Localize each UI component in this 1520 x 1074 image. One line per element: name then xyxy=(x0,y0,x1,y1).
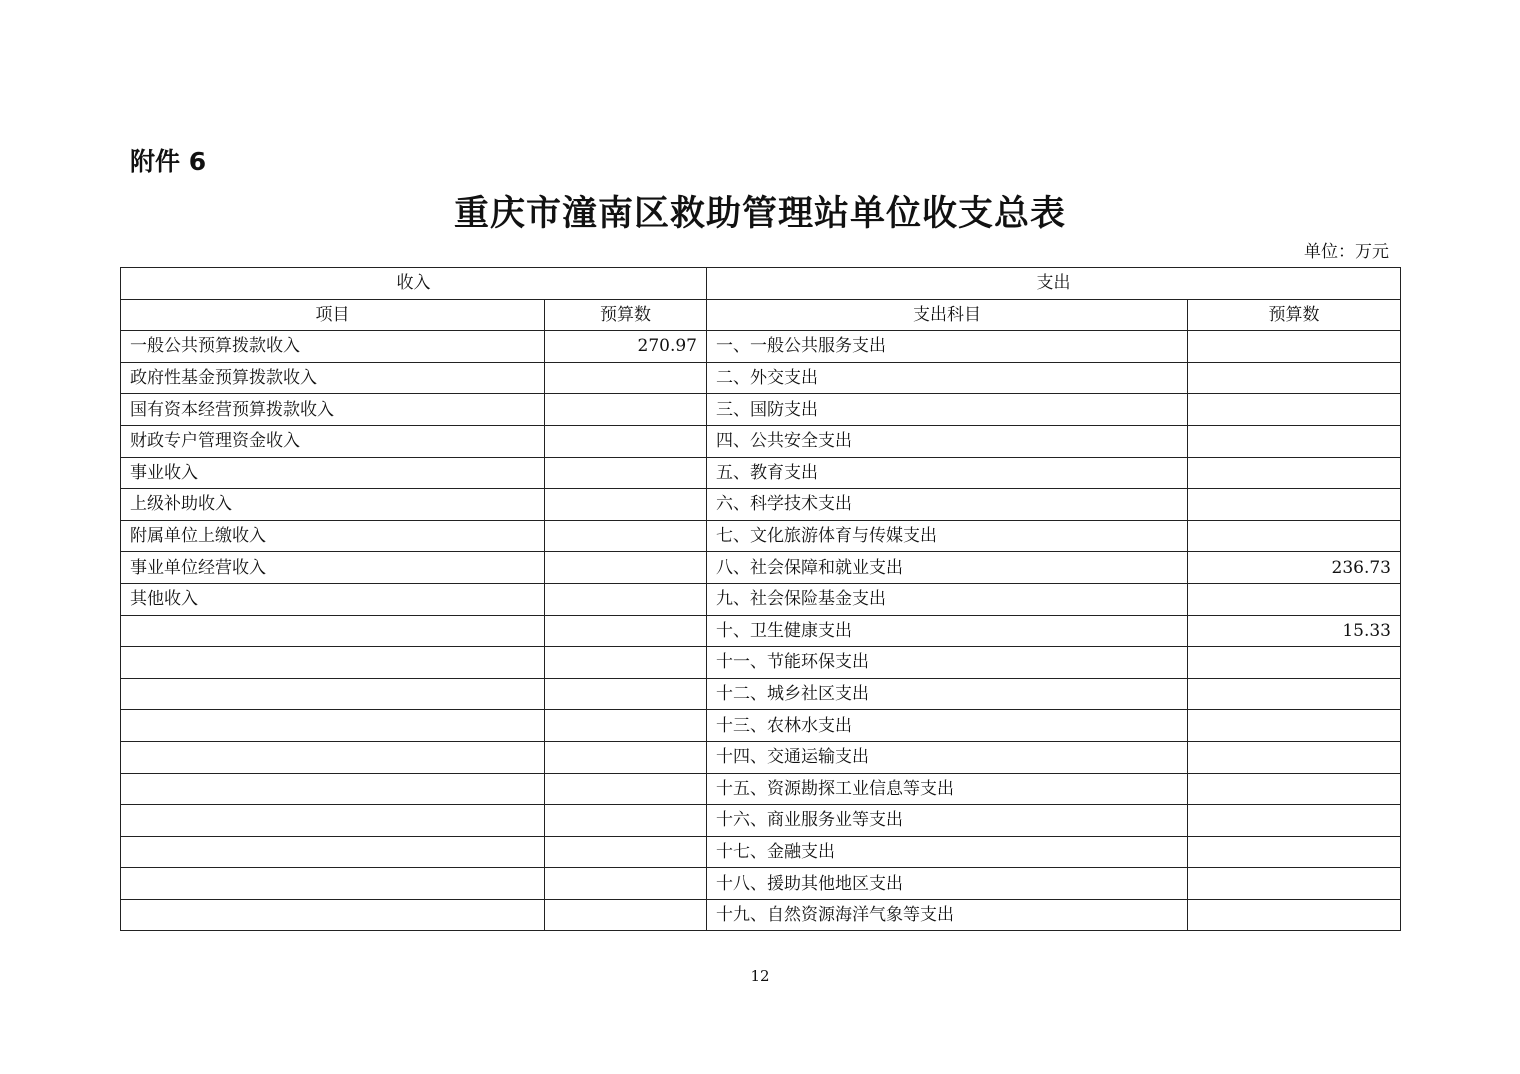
income-budget-cell xyxy=(545,741,707,773)
expense-budget-cell xyxy=(1188,362,1401,394)
table-row xyxy=(121,331,1401,363)
table-row xyxy=(121,583,1401,615)
income-item-cell: 事业单位经营收入 xyxy=(121,552,545,584)
expense-budget-cell xyxy=(1188,678,1401,710)
income-item-cell: 事业收入 xyxy=(121,457,545,489)
budget-table-body xyxy=(121,268,1401,931)
table-row xyxy=(121,552,1401,584)
table-row xyxy=(121,457,1401,489)
group-header-row xyxy=(121,268,1401,300)
expense-item-cell: 二、外交支出 xyxy=(707,362,1188,394)
income-budget-cell xyxy=(545,520,707,552)
expense-item-cell: 十六、商业服务业等支出 xyxy=(707,805,1188,837)
table-row xyxy=(121,741,1401,773)
expense-item-cell: 十四、交通运输支出 xyxy=(707,741,1188,773)
table-row xyxy=(121,425,1401,457)
table-row xyxy=(121,899,1401,931)
expense-item-cell: 十七、金融支出 xyxy=(707,836,1188,868)
income-item-cell xyxy=(121,868,545,900)
expense-budget-cell xyxy=(1188,331,1401,363)
income-item-header: 项目 xyxy=(121,299,545,331)
income-item-cell: 政府性基金预算拨款收入 xyxy=(121,362,545,394)
expense-budget-cell xyxy=(1188,773,1401,805)
income-item-cell: 一般公共预算拨款收入 xyxy=(121,331,545,363)
expense-budget-cell: 15.33 xyxy=(1188,615,1401,647)
expense-item-cell: 七、文化旅游体育与传媒支出 xyxy=(707,520,1188,552)
expense-item-cell: 八、社会保障和就业支出 xyxy=(707,552,1188,584)
page-title: 重庆市潼南区救助管理站单位收支总表 xyxy=(453,193,1066,234)
income-budget-cell xyxy=(545,647,707,679)
income-item-cell xyxy=(121,741,545,773)
income-budget-cell: 270.97 xyxy=(545,331,707,363)
expense-budget-cell xyxy=(1188,899,1401,931)
expense-budget-cell xyxy=(1188,520,1401,552)
expense-budget-header: 预算数 xyxy=(1188,299,1401,331)
income-item-cell xyxy=(121,678,545,710)
income-budget-cell xyxy=(545,362,707,394)
expense-item-cell: 十一、节能环保支出 xyxy=(707,647,1188,679)
table-row xyxy=(121,520,1401,552)
income-item-cell xyxy=(121,615,545,647)
income-item-cell xyxy=(121,647,545,679)
page-number: 12 xyxy=(750,967,770,985)
income-item-cell: 国有资本经营预算拨款收入 xyxy=(121,394,545,426)
unit-label: 单位：万元 xyxy=(1304,242,1389,262)
expense-item-cell: 四、公共安全支出 xyxy=(707,425,1188,457)
income-budget-cell xyxy=(545,836,707,868)
table-row xyxy=(121,836,1401,868)
income-budget-cell xyxy=(545,899,707,931)
income-budget-header: 预算数 xyxy=(545,299,707,331)
expense-budget-cell xyxy=(1188,425,1401,457)
expense-budget-cell xyxy=(1188,394,1401,426)
income-budget-cell xyxy=(545,868,707,900)
income-budget-cell xyxy=(545,583,707,615)
table-row xyxy=(121,647,1401,679)
expense-budget-cell xyxy=(1188,583,1401,615)
income-budget-cell xyxy=(545,678,707,710)
expense-item-cell: 十八、援助其他地区支出 xyxy=(707,868,1188,900)
expense-item-cell: 十、卫生健康支出 xyxy=(707,615,1188,647)
expense-budget-cell xyxy=(1188,647,1401,679)
income-budget-cell xyxy=(545,710,707,742)
expense-item-cell: 三、国防支出 xyxy=(707,394,1188,426)
income-item-cell xyxy=(121,773,545,805)
expense-item-cell: 十五、资源勘探工业信息等支出 xyxy=(707,773,1188,805)
income-budget-cell xyxy=(545,805,707,837)
expense-budget-cell xyxy=(1188,805,1401,837)
income-budget-cell xyxy=(545,552,707,584)
income-group-header: 收入 xyxy=(121,268,707,300)
income-item-cell: 财政专户管理资金收入 xyxy=(121,425,545,457)
income-budget-cell xyxy=(545,615,707,647)
income-budget-cell xyxy=(545,457,707,489)
income-item-cell xyxy=(121,710,545,742)
budget-table xyxy=(120,267,1401,931)
expense-budget-cell xyxy=(1188,457,1401,489)
table-row xyxy=(121,362,1401,394)
expense-budget-cell xyxy=(1188,836,1401,868)
column-header-row xyxy=(121,299,1401,331)
table-row xyxy=(121,710,1401,742)
income-item-cell xyxy=(121,899,545,931)
expense-item-cell: 十三、农林水支出 xyxy=(707,710,1188,742)
expense-group-header: 支出 xyxy=(707,268,1401,300)
income-budget-cell xyxy=(545,773,707,805)
table-row xyxy=(121,805,1401,837)
income-item-cell xyxy=(121,836,545,868)
table-row xyxy=(121,394,1401,426)
attachment-label: 附件 6 xyxy=(130,147,207,176)
expense-item-cell: 十九、自然资源海洋气象等支出 xyxy=(707,899,1188,931)
expense-budget-cell xyxy=(1188,710,1401,742)
table-row xyxy=(121,678,1401,710)
expense-item-cell: 六、科学技术支出 xyxy=(707,489,1188,521)
expense-item-header: 支出科目 xyxy=(707,299,1188,331)
expense-budget-cell xyxy=(1188,868,1401,900)
table-row xyxy=(121,773,1401,805)
expense-budget-cell xyxy=(1188,741,1401,773)
expense-item-cell: 一、一般公共服务支出 xyxy=(707,331,1188,363)
income-item-cell: 其他收入 xyxy=(121,583,545,615)
income-budget-cell xyxy=(545,394,707,426)
income-budget-cell xyxy=(545,425,707,457)
income-budget-cell xyxy=(545,489,707,521)
income-item-cell: 附属单位上缴收入 xyxy=(121,520,545,552)
expense-item-cell: 十二、城乡社区支出 xyxy=(707,678,1188,710)
expense-budget-cell xyxy=(1188,489,1401,521)
table-row xyxy=(121,489,1401,521)
expense-budget-cell: 236.73 xyxy=(1188,552,1401,584)
table-row xyxy=(121,868,1401,900)
income-item-cell: 上级补助收入 xyxy=(121,489,545,521)
expense-item-cell: 五、教育支出 xyxy=(707,457,1188,489)
income-item-cell xyxy=(121,805,545,837)
expense-item-cell: 九、社会保险基金支出 xyxy=(707,583,1188,615)
table-row xyxy=(121,615,1401,647)
